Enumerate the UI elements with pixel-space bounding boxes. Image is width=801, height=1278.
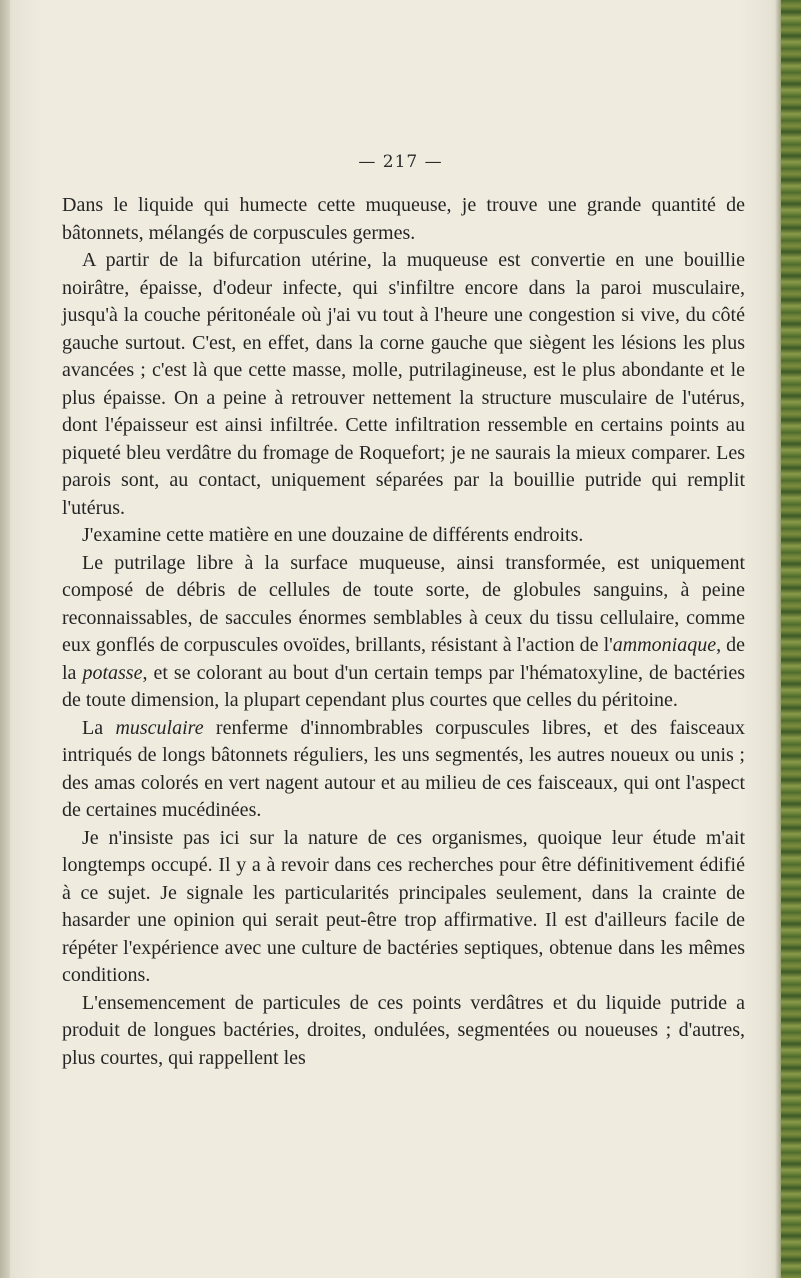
paragraph [62, 522, 745, 550]
text-run: Dans le liquide qui humecte cette muqueuse, je trouve une grande quantité de bâtonnets, mélangés de corpuscules germes. [62, 194, 745, 244]
paragraph [62, 825, 745, 990]
body-text [62, 192, 745, 1072]
paragraph [62, 247, 745, 522]
page-left-edge [0, 0, 10, 1278]
text-run: , de la [62, 634, 745, 684]
page-number: — 217 — [358, 152, 443, 172]
text-run: A partir de la bifurcation utérine, la muqueuse est convertie en une bouillie noirâtre, épaisse, d'odeur infecte, qui s'infiltre encore dans la paroi musculaire, jusqu'à la couche péritonéale où j'ai vu tout à l'heure une congestion si vive, du côté gauche surtout. C'est, en effet, dans la corne gauche que siègent les lésions les plus avancées ; c'est là que cette masse, molle, putrilagineuse, est le plus abondante et le plus épaisse. On a peine à retrouver nettement la structure musculaire de l'utérus, dont l'épaisseur est ainsi infiltrée. Cette infiltration ressemble en certains points au piqueté bleu verdâtre du fromage de Roquefort; je ne saurais la mieux comparer. Les parois sont, au contact, uniquement séparées par la bouillie putride qui remplit l'utérus. [62, 249, 745, 519]
text-run: renferme d'innombrables corpuscules libres, et des faisceaux intriqués de longs bâtonnets réguliers, les uns segmentés, les autres noueux ou unis ; des amas colorés en vert nagent autour et au milieu de ces faisceaux, qui ont l'aspect de certaines mucédinées. [62, 716, 746, 821]
binding-edge [781, 0, 801, 1278]
paragraph [62, 550, 745, 715]
italic-term: ammoniaque [612, 634, 717, 656]
text-run: , et se colorant au bout d'un certain temps par l'hématoxyline, de bactéries de toute dimension, la plupart cependant plus courtes que celles du péritoine. [62, 661, 745, 711]
text-run: Je n'insiste pas ici sur la nature de ces organismes, quoique leur étude m'ait longtemps occupé. Il y a à revoir dans ces recherches pour être définitivement édifié à ce sujet. Je signale les particularités principales seulement, dans la crainte de hasarder une opinion qui serait peut-être trop affirmative. Il est d'ailleurs facile de répéter l'expérience avec une culture de bactéries septiques, obtenue dans les mêmes conditions. [62, 826, 745, 986]
paragraph [62, 990, 745, 1073]
italic-term: musculaire [115, 716, 204, 739]
text-run: L'ensemencement de particules de ces points verdâtres et du liquide putride a produit de longues bactéries, droites, ondulées, segmentées ou noueuses ; d'autres, plus courtes, qui rappellent les [62, 991, 745, 1069]
italic-term: potasse [82, 661, 143, 684]
paragraph [62, 192, 745, 247]
text-run: La [82, 716, 116, 739]
text-run: Le putrilage libre à la surface muqueuse, ainsi transformée, est uniquement composé de débris de cellules de toute sorte, de globules sanguins, à peine reconnaissables, de saccules énormes semblables à ceux du tissu cellulaire, comme eux gonflés de corpuscules ovoïdes, brillants, résistant à l'action de l' [62, 551, 745, 656]
text-run: J'examine cette matière en une douzaine de différents endroits. [82, 524, 584, 546]
paragraph [62, 715, 745, 825]
